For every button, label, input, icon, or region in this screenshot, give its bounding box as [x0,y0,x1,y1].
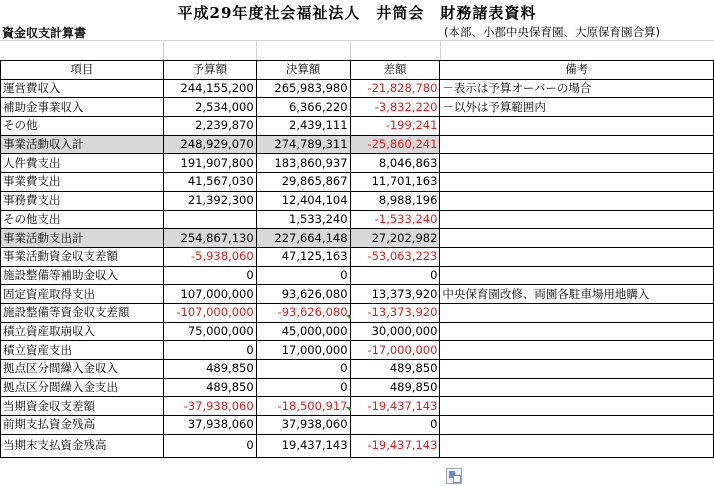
cell-item[interactable]: その他支出 [1,210,164,229]
cell-diff[interactable]: -3,832,220 [350,98,440,117]
grid-line [350,40,351,60]
cell-remark[interactable] [440,416,714,435]
table-row [1,341,714,360]
cell-budget[interactable]: 2,239,870 [163,117,256,136]
cell-item[interactable]: 積立資産支出 [1,341,164,360]
cell-actual[interactable]: 19,437,143 [256,434,350,457]
cell-diff[interactable]: 0 [350,416,440,435]
cell-diff[interactable]: -17,000,000 [350,341,440,360]
cell-budget[interactable]: 0 [163,341,256,360]
cell-item[interactable]: 拠点区分間繰入金支出 [1,378,164,397]
cell-diff[interactable]: -25,860,241 [350,135,440,154]
cell-diff[interactable]: -13,373,920 [350,303,440,322]
cell-item[interactable]: 運営費収入 [1,79,164,98]
table-row [1,173,714,192]
cell-remark[interactable] [440,191,714,210]
cell-diff[interactable]: 8,046,863 [350,154,440,173]
cell-budget[interactable]: 248,929,070 [163,135,256,154]
header-actual[interactable]: 決算額 [256,61,350,80]
table-row [1,210,714,229]
cell-actual[interactable]: 17,000,000 [256,341,350,360]
cell-item[interactable]: 人件費支出 [1,154,164,173]
cell-remark[interactable] [440,229,714,248]
cell-actual[interactable]: 47,125,163 [256,247,350,266]
cell-remark[interactable] [440,303,714,322]
cell-item[interactable]: 当期末支払資金残高 [1,434,164,457]
cell-budget[interactable]: 489,850 [163,378,256,397]
cell-diff[interactable]: -53,063,223 [350,247,440,266]
cell-actual[interactable]: 93,626,080 [256,285,350,304]
grid-line [256,40,257,60]
cell-budget[interactable]: 75,000,000 [163,322,256,341]
cell-item[interactable]: 事業活動収入計 [1,135,164,154]
cell-remark[interactable]: 中央保育園改修、両園各駐車場用地購入 [440,285,714,304]
cell-item[interactable]: 補助金事業収入 [1,98,164,117]
cell-budget[interactable]: 489,850 [163,360,256,379]
cell-item[interactable]: 施設整備等補助金収入 [1,266,164,285]
cell-diff[interactable]: 489,850 [350,378,440,397]
cell-budget[interactable]: 0 [163,434,256,457]
cell-remark[interactable] [440,117,714,136]
table-row [1,117,714,136]
cell-remark[interactable] [440,154,714,173]
cell-actual[interactable]: 12,404,104 [256,191,350,210]
cell-remark[interactable] [440,378,714,397]
cell-actual[interactable]: 265,983,980 [256,79,350,98]
cell-actual[interactable]: 1,533,240 [256,210,350,229]
cell-budget[interactable]: 191,907,800 [163,154,256,173]
table-row [1,285,714,304]
table-row [1,98,714,117]
table-row [1,247,714,266]
table-row [1,266,714,285]
cell-actual[interactable]: 45,000,000 [256,322,350,341]
table-row [1,229,714,248]
cell-remark[interactable] [440,360,714,379]
cell-actual[interactable]: 37,938,060 [256,416,350,435]
grid-line [0,40,714,41]
cell-item[interactable]: 積立資産取崩収入 [1,322,164,341]
table-row [1,416,714,435]
cell-item[interactable]: その他 [1,117,164,136]
cell-remark[interactable] [440,322,714,341]
cell-remark[interactable] [440,210,714,229]
table-header-row [1,61,714,80]
cell-budget[interactable] [163,210,256,229]
table-row [1,303,714,322]
table-row [1,360,714,379]
cell-actual[interactable]: -18,500,917 [256,397,350,416]
cell-remark[interactable] [440,397,714,416]
cell-diff[interactable]: 489,850 [350,360,440,379]
grid-line [163,40,164,60]
cell-diff[interactable]: -1,533,240 [350,210,440,229]
cell-item[interactable]: 施設整備等資金収支差額 [1,303,164,322]
cell-remark[interactable] [440,135,714,154]
sheet-subtitle: 資金収支計算書 [2,26,87,40]
cell-item[interactable]: 事業費支出 [1,173,164,192]
cell-remark[interactable] [440,173,714,192]
cell-actual[interactable]: 0 [256,360,350,379]
cell-budget[interactable]: -37,938,060 [163,397,256,416]
header-item[interactable]: 項目 [1,61,164,80]
cell-actual[interactable]: 183,860,937 [256,154,350,173]
table-row [1,322,714,341]
table-row [1,434,714,457]
cell-actual[interactable]: 6,366,220 [256,98,350,117]
cashflow-table [0,60,714,458]
cell-remark[interactable] [440,266,714,285]
header-budget[interactable]: 予算額 [163,61,256,80]
cell-actual[interactable]: 274,789,311 [256,135,350,154]
cell-budget[interactable]: 37,938,060 [163,416,256,435]
cell-diff[interactable]: -19,437,143 [350,397,440,416]
cell-item[interactable]: 事務費支出 [1,191,164,210]
cell-diff[interactable]: 8,988,196 [350,191,440,210]
table-row [1,154,714,173]
cell-budget[interactable]: 244,155,200 [163,79,256,98]
cell-budget[interactable]: 2,534,000 [163,98,256,117]
cell-budget[interactable]: -107,000,000 [163,303,256,322]
cell-diff[interactable]: 11,701,163 [350,173,440,192]
header-diff[interactable]: 差額 [350,61,440,80]
error-indicator [346,315,351,320]
table-row [1,135,714,154]
scope-note: (本部、小郡中央保育園、大原保育園合算) [444,25,660,39]
cell-item[interactable]: 当期資金収支差額 [1,397,164,416]
table-row [1,397,714,416]
page-title: 平成29年度社会福祉法人 井筒会 財務諸表資料 [177,4,537,22]
cell-diff[interactable]: 0 [350,266,440,285]
cell-diff[interactable]: 27,202,982 [350,229,440,248]
header-remarks[interactable]: 備考 [440,61,714,80]
table-row [1,191,714,210]
cell-actual[interactable]: 29,865,867 [256,173,350,192]
cell-remark[interactable] [440,247,714,266]
cell-actual[interactable]: 227,664,148 [256,229,350,248]
grid-line [440,40,441,60]
cell-diff[interactable]: 13,373,920 [350,285,440,304]
error-indicator [346,407,351,412]
cell-remark[interactable]: －表示は予算オーバーの場合 [440,79,714,98]
paste-options-icon[interactable] [446,468,462,484]
cell-item[interactable]: 拠点区分間繰入金収入 [1,360,164,379]
cell-diff[interactable]: 30,000,000 [350,322,440,341]
cell-remark[interactable] [440,434,714,457]
table-row [1,79,714,98]
cell-budget[interactable]: 107,000,000 [163,285,256,304]
cell-budget[interactable]: 0 [163,266,256,285]
cell-diff[interactable]: -199,241 [350,117,440,136]
cell-diff[interactable]: -19,437,143 [350,434,440,457]
cell-actual[interactable]: 2,439,111 [256,117,350,136]
cell-diff[interactable]: -21,828,780 [350,79,440,98]
cell-budget[interactable]: 254,867,130 [163,229,256,248]
cell-actual[interactable]: 0 [256,266,350,285]
cell-item[interactable]: 事業活動資金収支差額 [1,247,164,266]
cell-budget[interactable]: 21,392,300 [163,191,256,210]
cell-item[interactable]: 固定資産取得支出 [1,285,164,304]
cell-actual[interactable]: 0 [256,378,350,397]
cell-budget[interactable]: -5,938,060 [163,247,256,266]
cell-remark[interactable] [440,341,714,360]
table-row [1,378,714,397]
cell-budget[interactable]: 41,567,030 [163,173,256,192]
cell-actual[interactable]: -93,626,080 [256,303,350,322]
cell-item[interactable]: 事業活動支出計 [1,229,164,248]
cell-remark[interactable]: －以外は予算範囲内 [440,98,714,117]
cell-item[interactable]: 前期支払資金残高 [1,416,164,435]
